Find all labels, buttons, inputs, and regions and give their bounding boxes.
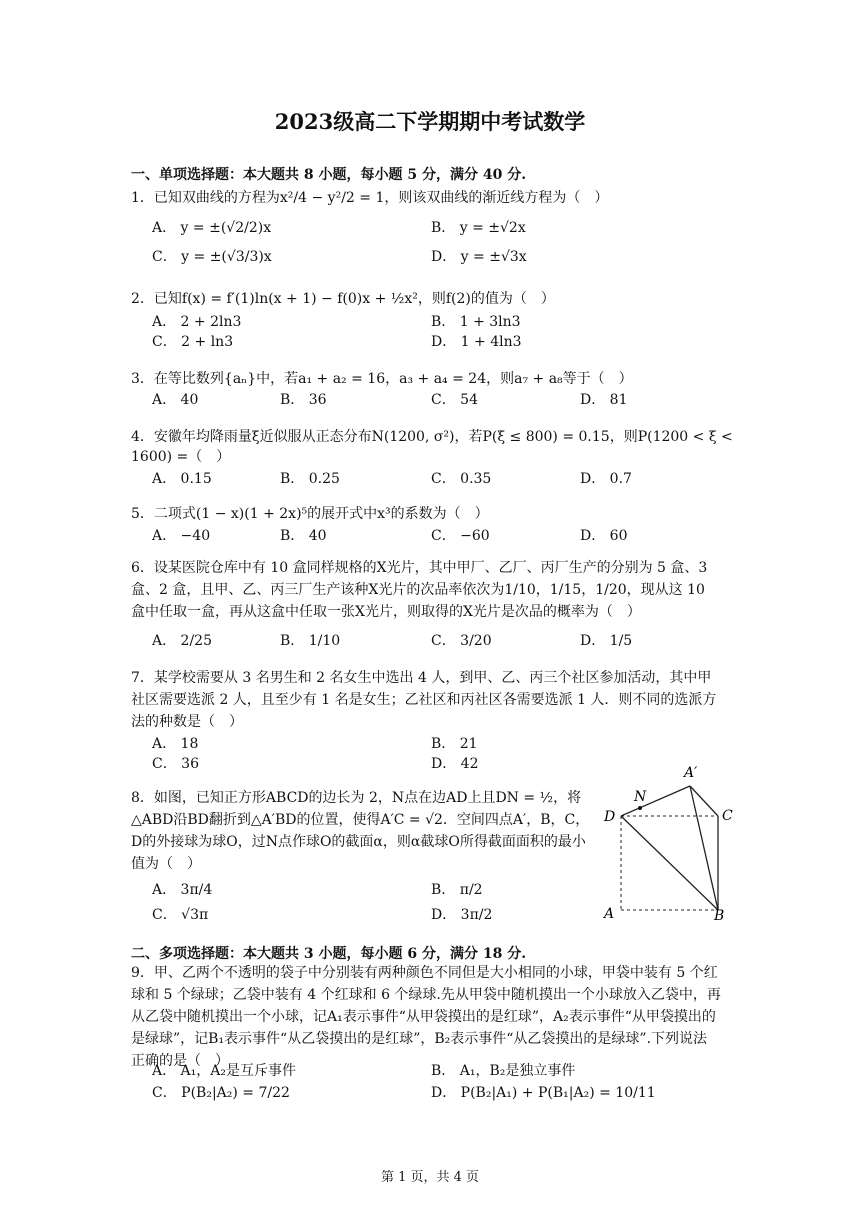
label-d: D [604, 809, 616, 825]
question-4-option-b: B． 0.25 [280, 471, 340, 487]
edge-da1 [621, 786, 690, 816]
question-9-option-b: B． A₁，B₂是独立事件 [431, 1063, 576, 1079]
label-b: B [714, 908, 725, 924]
question-2-stem: 2．已知f(x) = f′(1)ln(x + 1) − f(0)x + ½x²，则f(2)的值为（ ） [131, 291, 555, 307]
question-3-option-a: A． 40 [152, 392, 199, 408]
question-2-option-b: B． 1 + 3ln3 [431, 314, 521, 330]
question-6-option-d: D． 1/5 [580, 633, 633, 649]
question-7-option-a: A． 18 [152, 736, 199, 752]
point-n [638, 806, 642, 810]
question-4-option-c: C． 0.35 [431, 471, 492, 487]
question-8-option-b: B． π/2 [431, 882, 483, 898]
question-8-option-a: A． 3π/4 [152, 882, 213, 898]
question-7-option-d: D． 42 [431, 756, 479, 772]
question-3-option-c: C． 54 [431, 392, 478, 408]
question-8-option-d: D． 3π/2 [431, 907, 493, 923]
question-7-option-c: C． 36 [152, 756, 199, 772]
question-2-option-a: A． 2 + 2ln3 [152, 314, 242, 330]
question-7-stem: 7．某学校需要从 3 名男生和 2 名女生中选出 4 人，到甲、乙、丙三个社区参加活动，其中甲社区需要选派 2 人，且至少有 1 名是女生；乙社区和丙社区各需要选派 1 人．则不同的选派方法的种数是（ ） [131, 670, 717, 730]
question-5-option-b: B． 40 [280, 528, 327, 544]
question-1-option-a: A． y = ±(√2/2)x [152, 220, 272, 236]
question-1-option-b: B． y = ±√2x [431, 220, 526, 236]
edge-db [621, 816, 718, 910]
question-9-option-d: D． P(B₂|A₁) + P(B₁|A₂) = 10/11 [431, 1085, 656, 1101]
question-2-option-d: D． 1 + 4ln3 [431, 334, 522, 350]
question-4-stem-line1: 4．安徽年均降雨量ξ近似服从正态分布N(1200, σ²)，若P(ξ ≤ 800) = 0.15，则P(1200 < ξ < [131, 429, 733, 445]
question-6-option-b: B． 1/10 [280, 633, 341, 649]
question-1-stem: 1．已知双曲线的方程为x²/4 − y²/2 = 1，则该双曲线的渐近线方程为（ ） [131, 190, 609, 206]
question-5-option-c: C． −60 [431, 528, 490, 544]
page-footer: 第 1 页，共 4 页 [380, 1170, 480, 1185]
question-6-option-c: C． 3/20 [431, 633, 492, 649]
question-1-option-c: C． y = ±(√3/3)x [152, 249, 272, 265]
question-3-option-b: B． 36 [280, 392, 327, 408]
question-8-stem: 8．如图，已知正方形ABCD的边长为 2，N点在边AD上且DN = ½，将△ABD沿BD翻折到△A′BD的位置，使得A′C = √2．空间四点A′，B，C，D的外接球为球O，过N点作球O的截面α，则α截球O所得截面面积的最小值为（ ） [131, 790, 590, 872]
question-8-figure [596, 760, 746, 925]
question-3-stem: 3．在等比数列{aₙ}中，若a₁ + a₂ = 16，a₃ + a₄ = 24，则a₇ + a₈等于（ ） [131, 371, 633, 387]
section-heading-single-choice: 一、单项选择题：本大题共 8 小题，每小题 5 分，满分 40 分. [131, 167, 527, 183]
question-6-option-a: A． 2/25 [152, 633, 212, 649]
question-5-stem: 5．二项式(1 − x)(1 + 2x)⁵的展开式中x³的系数为（ ） [131, 506, 489, 522]
question-6-stem: 6．设某医院仓库中有 10 盒同样规格的X光片，其中甲厂、乙厂、丙厂生产的分别为 5 盒、3 盒、2 盒，且甲、乙、丙三厂生产该种X光片的次品率依次为1/10，1/15，1/20，现从这 10 盒中任取一盒，再从这盒中任取一张X光片，则取得的X光片是次品的概率为（ ） [131, 560, 708, 620]
question-9-stem: 9．甲、乙两个不透明的袋子中分别装有两种颜色不同但是大小相同的小球，甲袋中装有 5 个红球和 5 个绿球；乙袋中装有 4 个红球和 6 个绿球.先从甲袋中随机摸出一个小球放入乙袋中，再从乙袋中随机摸出一个小球，记A₁表示事件“从甲袋摸出的是红球”，A₂表示事件“从甲袋摸出的是绿球”，记B₁表示事件“从乙袋摸出的是红球”，B₂表示事件“从乙袋摸出的是绿球”.下列说法正确的是（ ） [131, 965, 721, 1069]
edge-a1c [690, 786, 718, 816]
question-5-option-a: A． −40 [152, 528, 211, 544]
question-3-option-d: D． 81 [580, 392, 628, 408]
label-a1: A′ [684, 765, 698, 781]
question-5-option-d: D． 60 [580, 528, 628, 544]
question-8-option-c: C． √3π [152, 907, 209, 923]
page-title: 2023级高二下学期期中考试数学 [274, 109, 586, 134]
section-heading-multiple-choice: 二、多项选择题：本大题共 3 小题，每小题 6 分，满分 18 分. [131, 946, 527, 962]
edge-a1b [690, 786, 718, 910]
question-2-option-c: C． 2 + ln3 [152, 334, 234, 350]
label-n: N [634, 789, 647, 805]
question-7-option-b: B． 21 [431, 736, 478, 752]
question-1-option-d: D． y = ±√3x [431, 249, 527, 265]
label-a: A [604, 906, 615, 922]
question-4-option-d: D． 0.7 [580, 471, 632, 487]
question-4-stem-line2: 1600) =（ ） [131, 449, 231, 465]
question-9-option-a: A． A₁，A₂是互斥事件 [152, 1063, 297, 1079]
question-4-option-a: A． 0.15 [152, 471, 212, 487]
question-9-option-c: C． P(B₂|A₂) = 7/22 [152, 1085, 290, 1101]
label-c: C [722, 808, 733, 824]
